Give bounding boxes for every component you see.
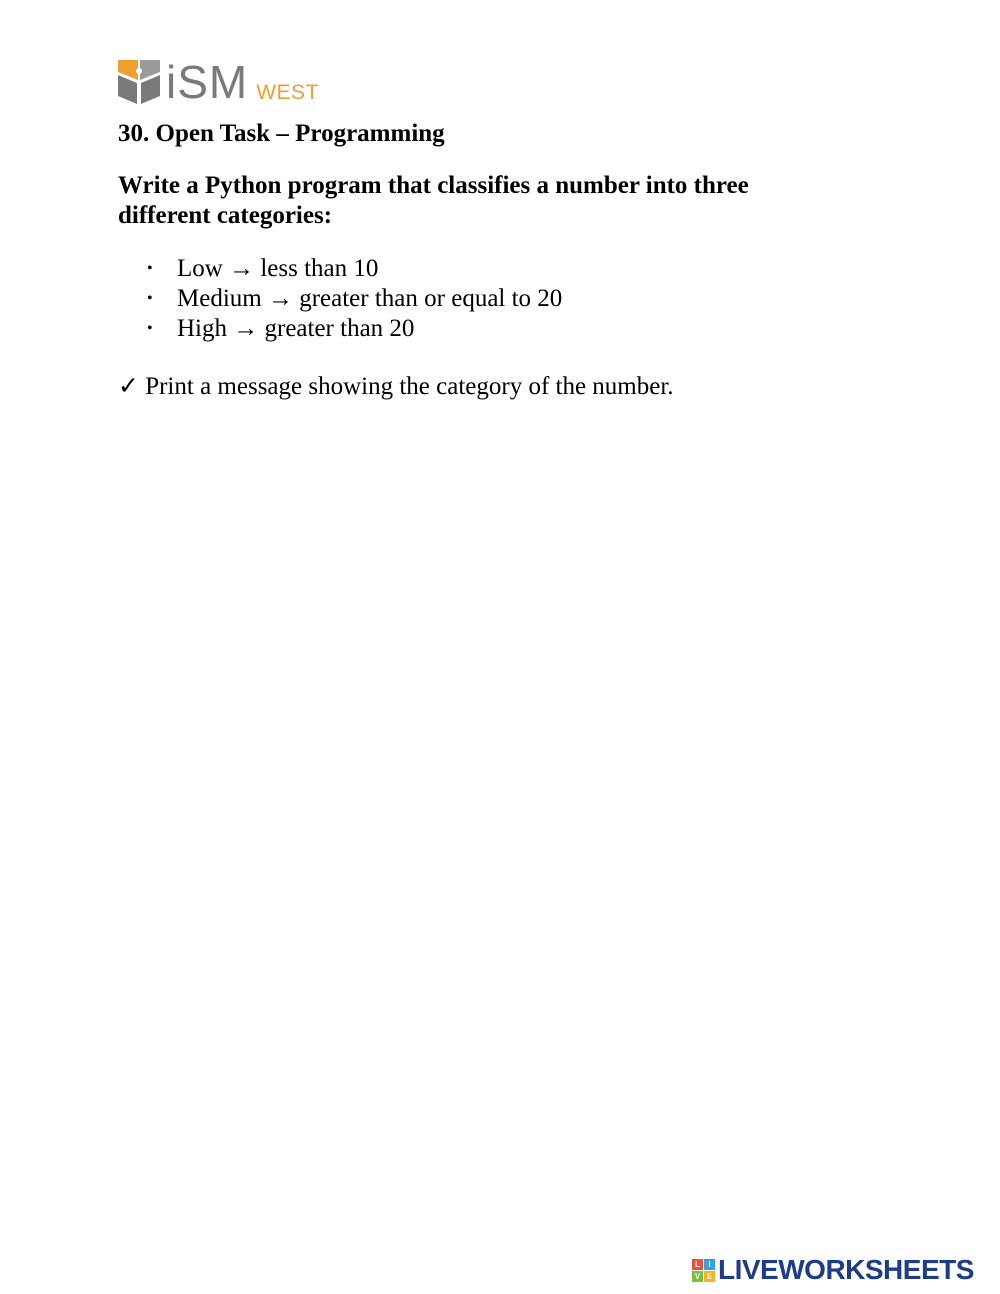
task-note xyxy=(118,372,674,402)
list-item xyxy=(118,284,562,314)
bullet-icon: • xyxy=(147,260,153,277)
liveworksheets-blocks-icon xyxy=(692,1259,715,1282)
lw-block-l: L xyxy=(692,1259,703,1270)
liveworksheets-logo xyxy=(692,1255,974,1285)
task-instruction: Write a Python program that classifies a number into three different categories: xyxy=(118,172,749,229)
logo-sub: WEST xyxy=(256,81,319,104)
category-text: Medium → greater than or equal to 20 xyxy=(177,285,563,312)
ism-west-logo xyxy=(118,56,319,108)
task-title: 30. Open Task – Programming xyxy=(118,120,445,147)
lw-block-e: E xyxy=(704,1271,715,1282)
checkmark-icon: ✓ xyxy=(118,373,139,400)
logo-letters: iSM xyxy=(166,56,249,108)
list-item xyxy=(118,314,562,344)
lw-block-i: I xyxy=(704,1259,715,1270)
category-list xyxy=(118,254,562,344)
liveworksheets-text: LIVEWORKSHEETS xyxy=(718,1254,974,1285)
bullet-icon: • xyxy=(147,290,153,307)
note-text: Print a message showing the category of the number. xyxy=(145,373,674,400)
bullet-icon: • xyxy=(147,320,153,337)
list-item xyxy=(118,254,562,284)
category-text: High → greater than 20 xyxy=(177,315,415,342)
category-text: Low → less than 10 xyxy=(177,255,379,282)
ism-shield-icon xyxy=(118,60,160,104)
lw-block-v: V xyxy=(692,1271,703,1282)
